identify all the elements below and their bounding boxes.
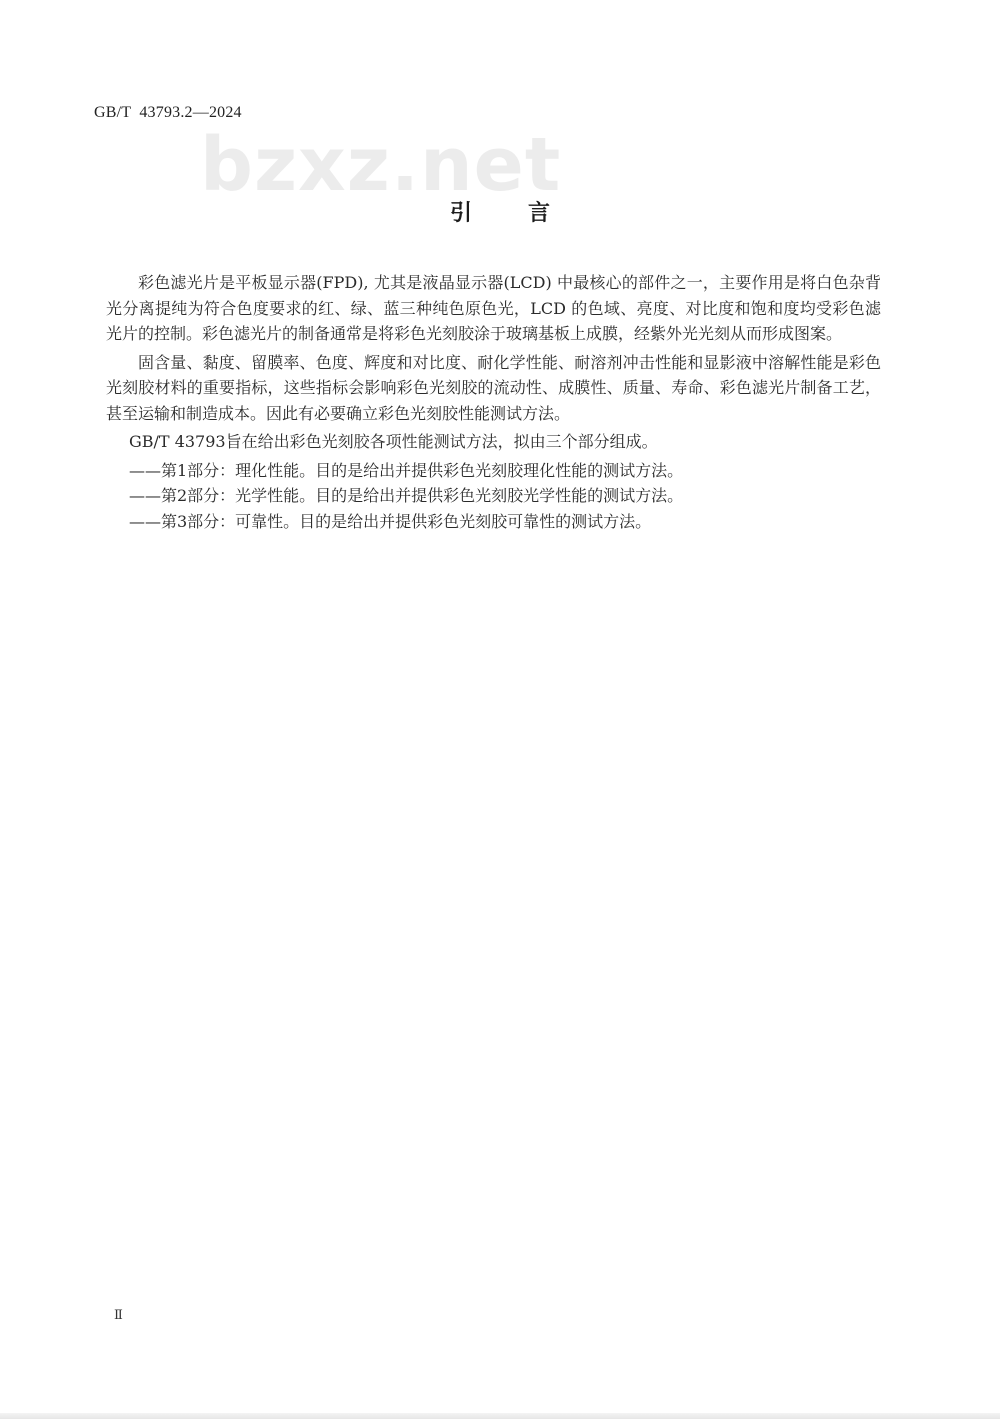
list-item-part-3: ——第3部分：可靠性。目的是给出并提供彩色光刻胶可靠性的测试方法。 — [129, 511, 652, 531]
paragraph-3: GB/T 43793旨在给出彩色光刻胶各项性能测试方法，拟由三个部分组成。 — [129, 432, 658, 451]
paragraph-1: 彩色滤光片是平板显示器(FPD), 尤其是液晶显示器(LCD) 中最核心的部件之一，主要作用是将白色杂背光分离提纯为符合色度要求的红、绿、蓝三种纯色原色光，LCD 的色域、亮度、对比度和饱和度均受彩色滤光片的控制。彩色滤光片的制备通常是将彩色光刻胶涂于玻璃基板上成膜，经紫外光光刻从而形成图案。 — [106, 273, 881, 343]
paragraph-2: 固含量、黏度、留膜率、色度、辉度和对比度、耐化学性能、耐溶剂冲击性能和显影液中溶解性能是彩色光刻胶材料的重要指标，这些指标会影响彩色光刻胶的流动性、成膜性、质量、寿命、彩色滤光片制备工艺，甚至运输和制造成本。因此有必要确立彩色光刻胶性能测试方法。 — [106, 352, 881, 423]
section-title: 引言 — [449, 201, 606, 226]
page-number: Ⅱ — [114, 1307, 123, 1322]
watermark-logo: bzxz.net — [200, 122, 562, 208]
list-item-part-2: ——第2部分：光学性能。目的是给出并提供彩色光刻胶光学性能的测试方法。 — [129, 486, 684, 505]
page-bottom-edge — [0, 1413, 1000, 1419]
introduction-body — [106, 270, 881, 534]
standard-code: GB/T 43793.2—2024 — [94, 104, 242, 121]
list-item-part-1: ——第1部分：理化性能。目的是给出并提供彩色光刻胶理化性能的测试方法。 — [129, 460, 684, 480]
